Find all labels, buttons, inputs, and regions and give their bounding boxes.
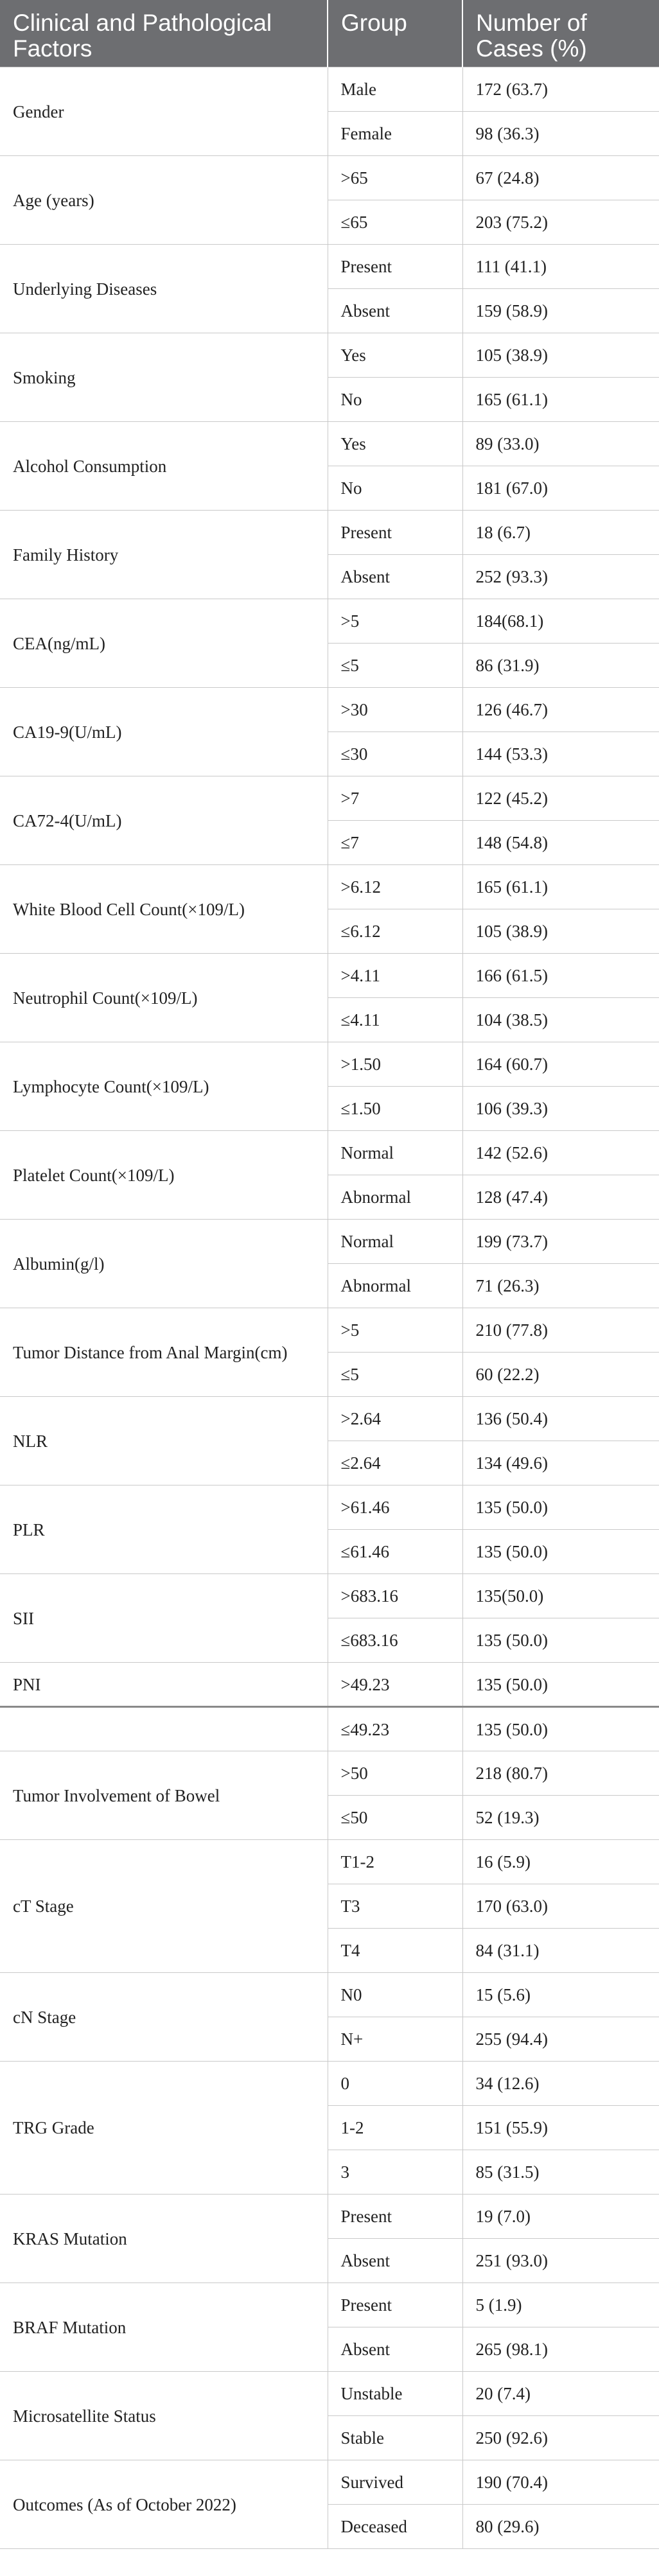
cases-cell: 135 (50.0) xyxy=(462,1485,659,1530)
cases-cell: 67 (24.8) xyxy=(462,156,659,200)
cases-cell: 71 (26.3) xyxy=(462,1264,659,1308)
cases-cell: 111 (41.1) xyxy=(462,245,659,289)
group-cell: Abnormal xyxy=(328,1175,462,1220)
cases-cell: 265 (98.1) xyxy=(462,2327,659,2372)
factor-cell: cT Stage xyxy=(0,1840,328,1973)
factor-cell: Microsatellite Status xyxy=(0,2372,328,2460)
cases-cell: 165 (61.1) xyxy=(462,865,659,909)
factor-cell: Tumor Involvement of Bowel xyxy=(0,1751,328,1840)
table-row xyxy=(0,2195,659,2239)
factor-cell: Family History xyxy=(0,511,328,599)
factor-cell: cN Stage xyxy=(0,1973,328,2062)
cases-cell: 106 (39.3) xyxy=(462,1087,659,1131)
cases-cell: 255 (94.4) xyxy=(462,2017,659,2062)
table-row xyxy=(0,1397,659,1441)
table-row xyxy=(0,1574,659,1618)
factor-cell: Outcomes (As of October 2022) xyxy=(0,2460,328,2549)
factor-cell: NLR xyxy=(0,1397,328,1485)
table-row xyxy=(0,67,659,112)
group-cell: ≤2.64 xyxy=(328,1441,462,1485)
group-cell: ≤1.50 xyxy=(328,1087,462,1131)
cases-cell: 34 (12.6) xyxy=(462,2062,659,2106)
group-cell: N0 xyxy=(328,1973,462,2017)
factor-cell: CEA(ng/mL) xyxy=(0,599,328,688)
table-row xyxy=(0,1707,659,1751)
group-cell: ≤4.11 xyxy=(328,998,462,1042)
group-cell: >50 xyxy=(328,1751,462,1796)
table-row xyxy=(0,422,659,466)
cases-cell: 105 (38.9) xyxy=(462,333,659,378)
cases-cell: 122 (45.2) xyxy=(462,776,659,821)
group-cell: 3 xyxy=(328,2150,462,2195)
group-cell: Present xyxy=(328,2195,462,2239)
group-cell: Deceased xyxy=(328,2505,462,2549)
group-cell: ≤5 xyxy=(328,644,462,688)
cases-cell: 184(68.1) xyxy=(462,599,659,644)
table-row xyxy=(0,1042,659,1087)
header-cases: Number of Cases (%) xyxy=(462,0,659,67)
table-row xyxy=(0,1663,659,1707)
cases-cell: 126 (46.7) xyxy=(462,688,659,732)
cases-cell: 144 (53.3) xyxy=(462,732,659,776)
table-row xyxy=(0,1840,659,1884)
group-cell: Yes xyxy=(328,422,462,466)
cases-cell: 16 (5.9) xyxy=(462,1840,659,1884)
table-row xyxy=(0,156,659,200)
group-cell: Yes xyxy=(328,333,462,378)
table-row xyxy=(0,954,659,998)
factor-cell: Albumin(g/l) xyxy=(0,1220,328,1308)
group-cell: Absent xyxy=(328,2239,462,2283)
group-cell: Stable xyxy=(328,2416,462,2460)
cases-cell: 151 (55.9) xyxy=(462,2106,659,2150)
table-row xyxy=(0,2372,659,2416)
factor-cell: CA19-9(U/mL) xyxy=(0,688,328,776)
cases-cell: 135 (50.0) xyxy=(462,1618,659,1663)
factor-cell: Neutrophil Count(×109/L) xyxy=(0,954,328,1042)
group-cell: >30 xyxy=(328,688,462,732)
header-group: Group xyxy=(328,0,462,67)
factor-cell: Underlying Diseases xyxy=(0,245,328,333)
cases-cell: 172 (63.7) xyxy=(462,67,659,112)
table-row xyxy=(0,1751,659,1796)
cases-cell: 210 (77.8) xyxy=(462,1308,659,1353)
factor-cell: PNI xyxy=(0,1663,328,1707)
group-cell: No xyxy=(328,378,462,422)
group-cell: >49.23 xyxy=(328,1663,462,1707)
group-cell: >4.11 xyxy=(328,954,462,998)
cases-cell: 105 (38.9) xyxy=(462,909,659,954)
cases-cell: 218 (80.7) xyxy=(462,1751,659,1796)
group-cell: ≤65 xyxy=(328,200,462,245)
table-row xyxy=(0,2460,659,2505)
group-cell: ≤6.12 xyxy=(328,909,462,954)
group-cell: >7 xyxy=(328,776,462,821)
group-cell: N+ xyxy=(328,2017,462,2062)
group-cell: Abnormal xyxy=(328,1264,462,1308)
group-cell: Female xyxy=(328,112,462,156)
table-row xyxy=(0,776,659,821)
cases-cell: 159 (58.9) xyxy=(462,289,659,333)
cases-cell: 19 (7.0) xyxy=(462,2195,659,2239)
factor-cell: Age (years) xyxy=(0,156,328,245)
factor-cell: Lymphocyte Count(×109/L) xyxy=(0,1042,328,1131)
cases-cell: 166 (61.5) xyxy=(462,954,659,998)
group-cell: Unstable xyxy=(328,2372,462,2416)
cases-cell: 165 (61.1) xyxy=(462,378,659,422)
table-row xyxy=(0,1220,659,1264)
table-row xyxy=(0,1308,659,1353)
group-cell: T4 xyxy=(328,1929,462,1973)
cases-cell: 5 (1.9) xyxy=(462,2283,659,2327)
table-row xyxy=(0,2062,659,2106)
group-cell: >1.50 xyxy=(328,1042,462,1087)
group-cell: >5 xyxy=(328,1308,462,1353)
factor-cell: KRAS Mutation xyxy=(0,2195,328,2283)
cases-cell: 190 (70.4) xyxy=(462,2460,659,2505)
cases-cell: 148 (54.8) xyxy=(462,821,659,865)
group-cell: ≤5 xyxy=(328,1353,462,1397)
cases-cell: 250 (92.6) xyxy=(462,2416,659,2460)
factor-cell: Smoking xyxy=(0,333,328,422)
cases-cell: 89 (33.0) xyxy=(462,422,659,466)
group-cell: ≤30 xyxy=(328,732,462,776)
group-cell: ≤683.16 xyxy=(328,1618,462,1663)
cases-cell: 15 (5.6) xyxy=(462,1973,659,2017)
cases-cell: 18 (6.7) xyxy=(462,511,659,555)
table-row xyxy=(0,865,659,909)
cases-cell: 85 (31.5) xyxy=(462,2150,659,2195)
group-cell: ≤7 xyxy=(328,821,462,865)
group-cell: Present xyxy=(328,245,462,289)
factor-cell: Gender xyxy=(0,67,328,156)
table-row xyxy=(0,2283,659,2327)
group-cell: Absent xyxy=(328,289,462,333)
table-header xyxy=(0,0,659,67)
group-cell: No xyxy=(328,466,462,511)
cases-cell: 134 (49.6) xyxy=(462,1441,659,1485)
group-cell: 1-2 xyxy=(328,2106,462,2150)
cases-cell: 80 (29.6) xyxy=(462,2505,659,2549)
cases-cell: 203 (75.2) xyxy=(462,200,659,245)
factor-cell: CA72-4(U/mL) xyxy=(0,776,328,865)
cases-cell: 251 (93.0) xyxy=(462,2239,659,2283)
group-cell: >2.64 xyxy=(328,1397,462,1441)
group-cell: Present xyxy=(328,511,462,555)
cases-cell: 98 (36.3) xyxy=(462,112,659,156)
header-row xyxy=(0,0,659,67)
table-row xyxy=(0,1973,659,2017)
factor-cell: TRG Grade xyxy=(0,2062,328,2195)
group-cell: ≤61.46 xyxy=(328,1530,462,1574)
group-cell: >683.16 xyxy=(328,1574,462,1618)
group-cell: T3 xyxy=(328,1884,462,1929)
cases-cell: 142 (52.6) xyxy=(462,1131,659,1175)
table-row xyxy=(0,333,659,378)
cases-cell: 135 (50.0) xyxy=(462,1707,659,1751)
group-cell: >61.46 xyxy=(328,1485,462,1530)
cases-cell: 104 (38.5) xyxy=(462,998,659,1042)
group-cell: Present xyxy=(328,2283,462,2327)
cases-cell: 135 (50.0) xyxy=(462,1663,659,1707)
table-row xyxy=(0,1131,659,1175)
group-cell: ≤49.23 xyxy=(328,1707,462,1751)
cases-cell: 128 (47.4) xyxy=(462,1175,659,1220)
factor-cell: White Blood Cell Count(×109/L) xyxy=(0,865,328,954)
cases-cell: 20 (7.4) xyxy=(462,2372,659,2416)
cases-cell: 84 (31.1) xyxy=(462,1929,659,1973)
factor-cell: BRAF Mutation xyxy=(0,2283,328,2372)
group-cell: T1-2 xyxy=(328,1840,462,1884)
group-cell: Male xyxy=(328,67,462,112)
table-body xyxy=(0,67,659,2549)
cases-cell: 181 (67.0) xyxy=(462,466,659,511)
cases-cell: 135(50.0) xyxy=(462,1574,659,1618)
cases-cell: 164 (60.7) xyxy=(462,1042,659,1087)
table-row xyxy=(0,688,659,732)
cases-cell: 136 (50.4) xyxy=(462,1397,659,1441)
group-cell: Absent xyxy=(328,555,462,599)
group-cell: 0 xyxy=(328,2062,462,2106)
group-cell: ≤50 xyxy=(328,1796,462,1840)
group-cell: Absent xyxy=(328,2327,462,2372)
table-row xyxy=(0,511,659,555)
factor-cell xyxy=(0,1707,328,1751)
header-factors: Clinical and Pathological Factors xyxy=(0,0,328,67)
factor-cell: SII xyxy=(0,1574,328,1663)
cases-cell: 170 (63.0) xyxy=(462,1884,659,1929)
factor-cell: Platelet Count(×109/L) xyxy=(0,1131,328,1220)
group-cell: >65 xyxy=(328,156,462,200)
table-row xyxy=(0,245,659,289)
group-cell: Survived xyxy=(328,2460,462,2505)
factor-cell: Alcohol Consumption xyxy=(0,422,328,511)
factor-cell: PLR xyxy=(0,1485,328,1574)
cases-cell: 252 (93.3) xyxy=(462,555,659,599)
cases-cell: 135 (50.0) xyxy=(462,1530,659,1574)
cases-cell: 60 (22.2) xyxy=(462,1353,659,1397)
group-cell: >6.12 xyxy=(328,865,462,909)
group-cell: Normal xyxy=(328,1220,462,1264)
cases-cell: 52 (19.3) xyxy=(462,1796,659,1840)
group-cell: >5 xyxy=(328,599,462,644)
cases-cell: 199 (73.7) xyxy=(462,1220,659,1264)
table-row xyxy=(0,599,659,644)
cases-cell: 86 (31.9) xyxy=(462,644,659,688)
factor-cell: Tumor Distance from Anal Margin(cm) xyxy=(0,1308,328,1397)
group-cell: Normal xyxy=(328,1131,462,1175)
table-row xyxy=(0,1485,659,1530)
